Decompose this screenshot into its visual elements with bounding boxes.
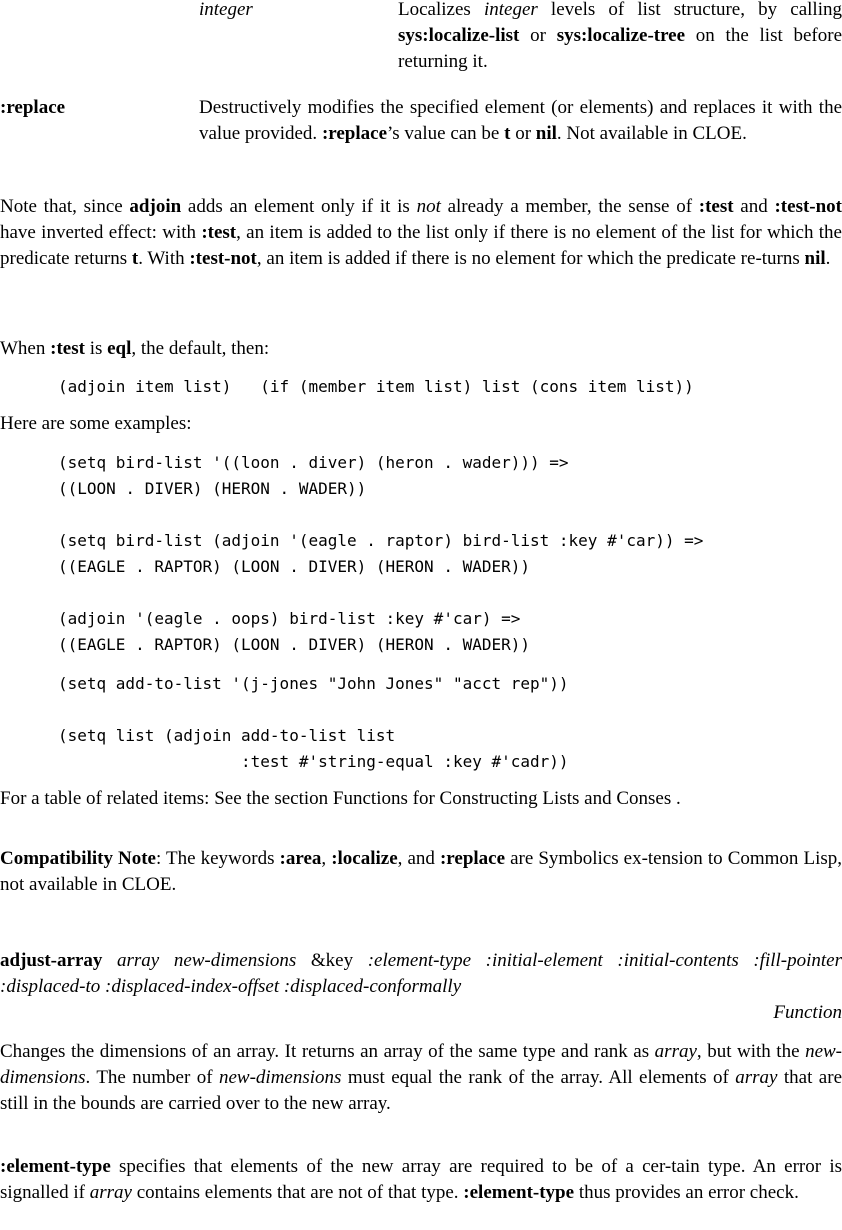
- related-items-paragraph: For a table of related items: See the section Functions for Constructing Lists and Conses .: [0, 788, 681, 809]
- replace-definition: Destructively modifies the specified element (or elements) and replaces it with the value provided. :replace’s value can be t or nil. Not available in CLOE.: [199, 97, 842, 144]
- compatibility-note: Compatibility Note: The keywords :area, :localize, and :replace are Symbolics ex-tension to Common Lisp, not available in CLOE.: [0, 848, 842, 895]
- inverted-effect-paragraph: Note that, since adjoin adds an element only if it is not already a member, the sense of :test and :test-not have inverted effect: with :test, an item is added to the list only if there is no element of the list for which the predicate returns t. With :test-not, an item is added if there is no element for which the predicate re-turns nil.: [0, 196, 842, 269]
- adjust-array-kind-label: Function: [773, 1002, 842, 1023]
- examples-intro: Here are some examples:: [0, 413, 192, 434]
- adjust-array-description: Changes the dimensions of an array. It returns an array of the same type and rank as array, but with the new-dimensions. The number of new-dimensions must equal the rank of the array. All elements of array that are still in the bounds are carried over to the new array.: [0, 1041, 842, 1114]
- subterm-integer: integer: [199, 0, 253, 20]
- code-examples-add-to-list: (setq add-to-list '(j-jones "John Jones" "acct rep")) (setq list (adjoin add-to-list list :test #'string-equal :key #'cadr)): [58, 674, 569, 771]
- code-adjoin-equivalence: (adjoin item list) (if (member item list) list (cons item list)): [58, 377, 694, 396]
- localize-integer-definition: Localizes integer levels of list structure, by calling sys:localize-list or sys:localize-tree on the list before returning it.: [398, 0, 842, 72]
- term-replace: :replace: [0, 97, 66, 118]
- code-examples-bird-list: (setq bird-list '((loon . diver) (heron . wader))) => ((LOON . DIVER) (HERON . WADER)) (setq bird-list (adjoin '(eagle . raptor) bird-list :key #'car)) => ((EAGLE . RAPTOR) (LOON . DIVER) (HERON . WADER)) (adjoin '(eagle . oops) bird-list :key #'car) => ((EAGLE . RAPTOR) (LOON . DIVER) (HERON . WADER)): [58, 453, 704, 654]
- element-type-paragraph: :element-type specifies that elements of the new array are required to be of a cer-tain type. An error is signalled if array contains elements that are not of that type. :element-type thus provides an error check.: [0, 1156, 842, 1203]
- adjust-array-heading: adjust-array array new-dimensions &key :element-type :initial-element :initial-contents :fill-pointer :displaced-to :displaced-index-offset :displaced-conformally: [0, 950, 842, 997]
- when-test-paragraph: When :test is eql, the default, then:: [0, 338, 270, 359]
